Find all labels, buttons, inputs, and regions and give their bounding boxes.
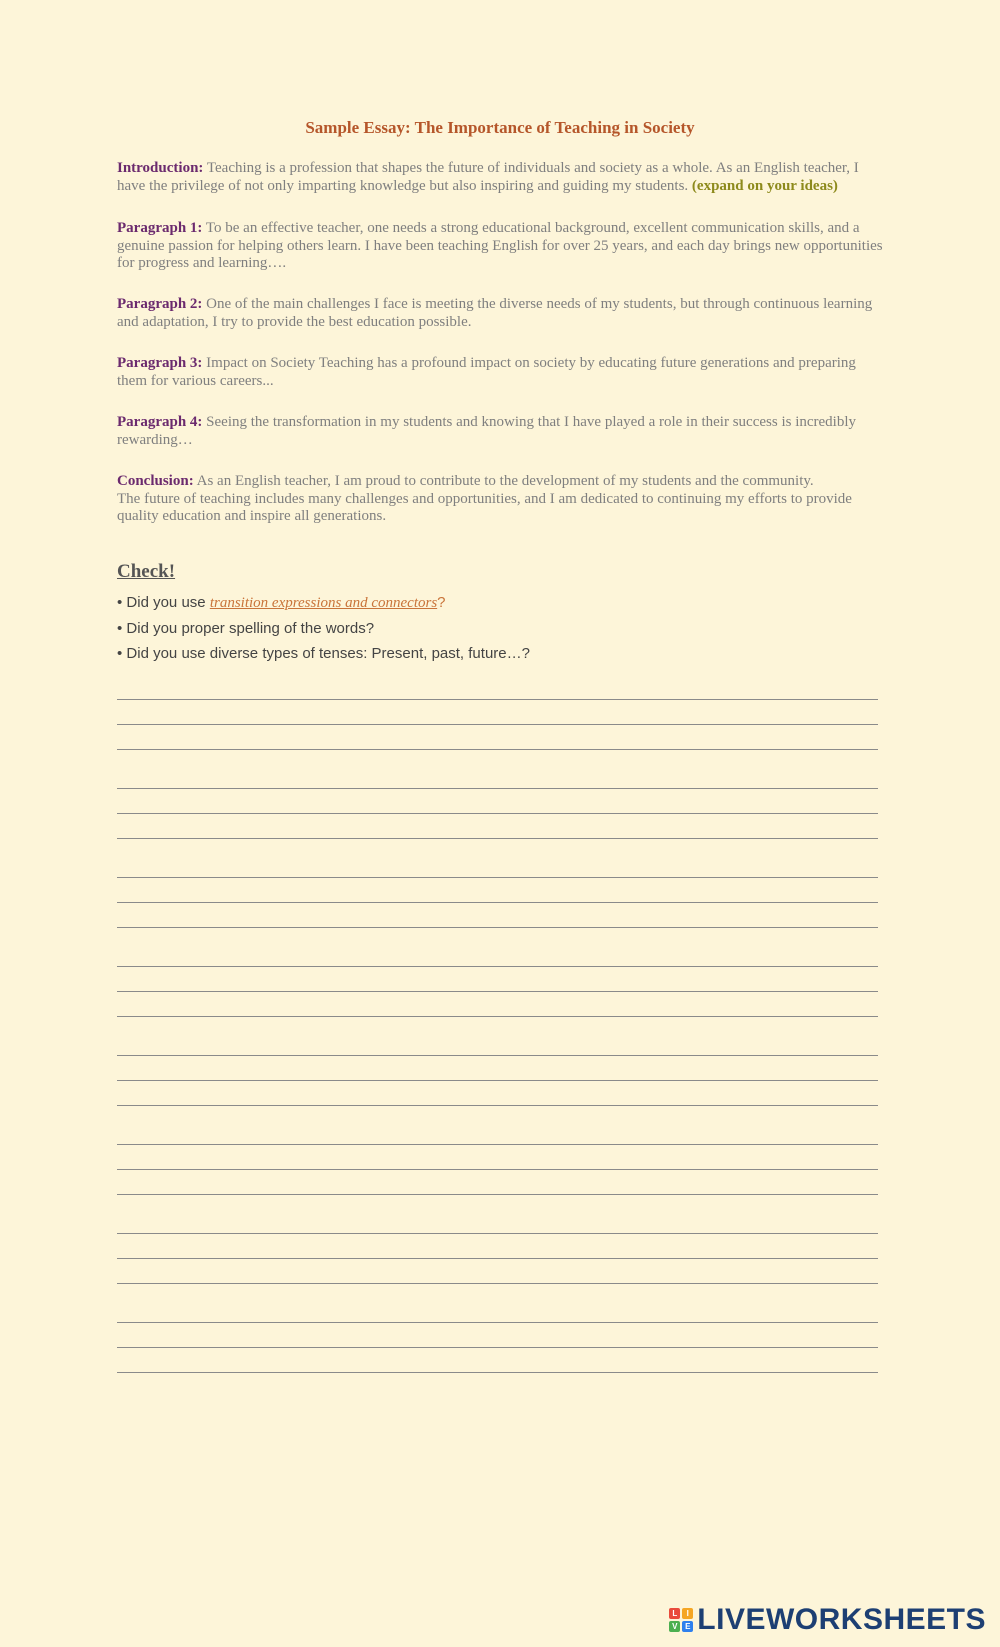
writing-line[interactable] bbox=[117, 1347, 878, 1348]
paragraph-3 bbox=[117, 355, 887, 390]
check-item-1-prefix: • Did you use bbox=[117, 594, 210, 611]
writing-line[interactable] bbox=[117, 1194, 878, 1195]
expand-hint: (expand on your ideas) bbox=[691, 177, 838, 194]
writing-line[interactable] bbox=[117, 813, 878, 814]
conclusion-text: As an English teacher, I am proud to contribute to the development of my students and the community. bbox=[193, 473, 814, 489]
paragraph-3-text: Impact on Society Teaching has a profound impact on society by educating future generations and preparing them for various careers... bbox=[117, 355, 856, 389]
writing-line[interactable] bbox=[117, 966, 878, 967]
check-item-1-suffix: ? bbox=[437, 594, 446, 611]
paragraph-2 bbox=[117, 296, 887, 331]
logo-tile-l: L bbox=[669, 1608, 680, 1619]
writing-line[interactable] bbox=[117, 1016, 878, 1017]
writing-line[interactable] bbox=[117, 1258, 878, 1259]
writing-line[interactable] bbox=[117, 699, 878, 700]
writing-line[interactable] bbox=[117, 1055, 878, 1056]
logo-tile-e: E bbox=[682, 1621, 693, 1632]
check-item-spelling: • Did you proper spelling of the words? bbox=[117, 620, 375, 637]
check-item-connectors bbox=[117, 594, 446, 612]
writing-line[interactable] bbox=[117, 1080, 878, 1081]
logo-tile-v: V bbox=[669, 1621, 680, 1632]
introduction-text: Teaching is a profession that shapes the future of individuals and society as a whole. As an English teacher, I have the privilege of not only imparting knowledge but also inspiring and guiding my students. bbox=[117, 160, 859, 194]
conclusion-paragraph bbox=[117, 473, 887, 526]
writing-line[interactable] bbox=[117, 1283, 878, 1284]
paragraph-1 bbox=[117, 220, 887, 273]
paragraph-3-label: Paragraph 3: bbox=[117, 355, 203, 371]
check-heading: Check! bbox=[117, 561, 176, 582]
conclusion-text-2: The future of teaching includes many challenges and opportunities, and I am dedicated to continuing my efforts to provide quality education and inspire all generations. bbox=[117, 490, 852, 524]
paragraph-2-label: Paragraph 2: bbox=[117, 296, 203, 312]
writing-line[interactable] bbox=[117, 1105, 878, 1106]
conclusion-label: Conclusion: bbox=[117, 473, 194, 489]
transition-expressions-link[interactable]: transition expressions and connectors bbox=[209, 595, 438, 611]
paragraph-4-text: Seeing the transformation in my students and knowing that I have played a role in their success is incredibly rewarding… bbox=[117, 414, 857, 448]
paragraph-2-text: One of the main challenges I face is meeting the diverse needs of my students, but through continuous learning and adaptation, I try to provide the best education possible. bbox=[117, 296, 873, 330]
writing-line[interactable] bbox=[117, 877, 878, 878]
writing-line[interactable] bbox=[117, 788, 878, 789]
essay-title: Sample Essay: The Importance of Teaching in Society bbox=[305, 118, 695, 137]
liveworksheets-wordmark: LIVEWORKSHEETS bbox=[697, 1603, 986, 1636]
writing-line[interactable] bbox=[117, 1233, 878, 1234]
liveworksheets-brand bbox=[669, 1603, 986, 1637]
writing-line[interactable] bbox=[117, 1169, 878, 1170]
writing-line[interactable] bbox=[117, 1372, 878, 1373]
introduction-paragraph bbox=[117, 160, 887, 195]
logo-tile-i: I bbox=[682, 1608, 693, 1619]
paragraph-4 bbox=[117, 414, 887, 449]
writing-line[interactable] bbox=[117, 1144, 878, 1145]
writing-line[interactable] bbox=[117, 927, 878, 928]
paragraph-1-label: Paragraph 1: bbox=[117, 220, 203, 236]
writing-line[interactable] bbox=[117, 902, 878, 903]
paragraph-1-text: To be an effective teacher, one needs a strong educational background, excellent communication skills, and a genuine passion for helping others learn. I have been teaching English for over 25 years, and each day brings new opportunities for progress and learning…. bbox=[117, 220, 883, 271]
writing-line[interactable] bbox=[117, 838, 878, 839]
writing-line[interactable] bbox=[117, 749, 878, 750]
check-item-tenses: • Did you use diverse types of tenses: Present, past, future…? bbox=[117, 645, 530, 662]
writing-line[interactable] bbox=[117, 1322, 878, 1323]
paragraph-4-label: Paragraph 4: bbox=[117, 414, 203, 430]
writing-line[interactable] bbox=[117, 991, 878, 992]
introduction-label: Introduction: bbox=[117, 160, 204, 176]
liveworksheets-logo-icon bbox=[669, 1608, 693, 1632]
writing-line[interactable] bbox=[117, 724, 878, 725]
